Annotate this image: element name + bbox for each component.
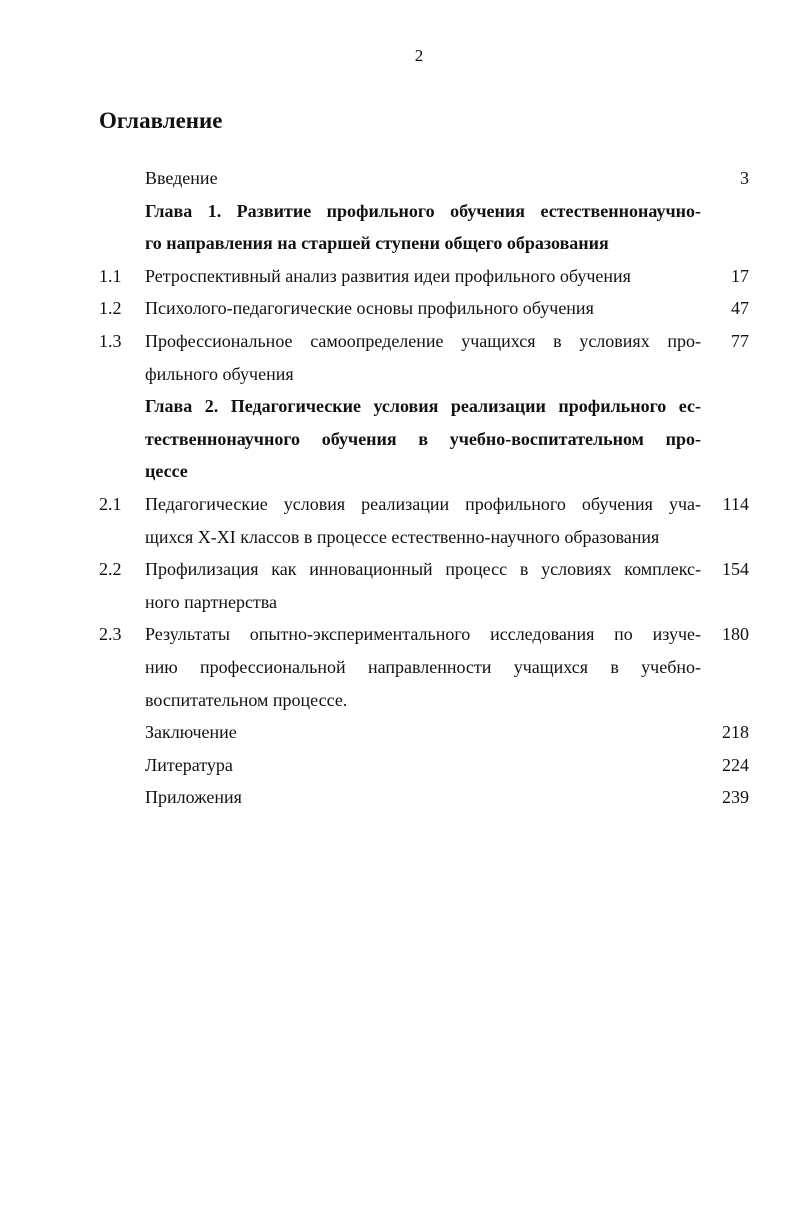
toc-entry-page (701, 195, 749, 260)
toc-entry-line: Педагогические условия реализации профильного обучения уча- (145, 493, 701, 514)
toc-entry-line: Литература (145, 754, 233, 775)
toc-entry-page: 239 (722, 787, 749, 808)
toc-entry-text (145, 195, 701, 260)
toc-entry-line: щихся X-XI классов в процессе естественно-научного образования (145, 526, 660, 547)
toc-entry-number: 2.1 (99, 493, 122, 514)
toc-entry-text (145, 716, 701, 749)
toc-entry-page: 17 (731, 265, 749, 286)
toc-entry-line: воспитательном процессе. (145, 689, 348, 710)
toc-entry-number (99, 390, 145, 488)
toc-entry (99, 716, 749, 749)
toc-entry-number (99, 716, 145, 749)
toc-entry-page: 154 (722, 559, 749, 580)
toc-entry-page: 218 (722, 722, 749, 743)
toc-entry-line: Приложения (145, 787, 242, 808)
page-number: 2 (414, 46, 424, 65)
toc-entry-number: 1.1 (99, 265, 122, 286)
toc-entry-number (99, 195, 145, 260)
toc-entry-text (145, 260, 701, 293)
toc-entry-line: цессе (145, 461, 188, 482)
toc-entry-page: 224 (722, 754, 749, 775)
toc-entry (99, 749, 749, 782)
toc-entry-text (145, 292, 701, 325)
table-of-contents (99, 162, 749, 814)
toc-entry-line: Профилизация как инновационный процесс в условиях комплекс- (145, 559, 701, 580)
toc-title: Оглавление (99, 108, 223, 133)
toc-entry-line: Глава 1. Развитие профильного обучения естественнонаучно- (145, 200, 701, 221)
toc-entry-line: ного партнерства (145, 591, 278, 612)
toc-entry-number: 1.3 (99, 330, 122, 351)
toc-entry-line: Введение (145, 168, 218, 188)
toc-entry-page: 180 (722, 624, 749, 645)
toc-entry (99, 260, 749, 293)
toc-entry-text (145, 488, 701, 553)
toc-chapter-entry (99, 390, 749, 488)
toc-entry-text (145, 618, 701, 716)
toc-entry (99, 325, 749, 390)
toc-entry (99, 781, 749, 814)
toc-entry-page: 114 (722, 493, 749, 514)
toc-entry-number (99, 781, 145, 814)
toc-entry-number: 1.2 (99, 298, 122, 319)
toc-entry-page (701, 390, 749, 488)
toc-entry-text (145, 390, 701, 488)
toc-entry-number (99, 749, 145, 782)
toc-entry-number: 2.2 (99, 559, 122, 580)
toc-chapter-entry (99, 195, 749, 260)
toc-entry (99, 488, 749, 553)
toc-entry-line: Ретроспективный анализ развития идеи профильного обучения (145, 265, 631, 286)
toc-entry (99, 553, 749, 618)
toc-entry-line: тественнонаучного обучения в учебно-воспитательном про- (145, 428, 701, 449)
toc-entry-page: 77 (731, 330, 749, 351)
toc-entry-line: го направления на старшей ступени общего образования (145, 233, 609, 254)
toc-entry-page: 3 (740, 168, 749, 188)
toc-entry (99, 618, 749, 716)
toc-entry-text (145, 162, 701, 195)
toc-entry-line: фильного обучения (145, 363, 294, 384)
toc-entry-line: Заключение (145, 722, 237, 743)
toc-entry (99, 162, 749, 195)
toc-entry-text (145, 553, 701, 618)
toc-entry-line: Профессиональное самоопределение учащихся в условиях про- (145, 330, 701, 351)
toc-entry-text (145, 781, 701, 814)
toc-entry-text (145, 749, 701, 782)
toc-entry-line: Результаты опытно-экспериментального исследования по изуче- (145, 624, 701, 645)
toc-entry-number (99, 162, 145, 195)
toc-entry-line: Глава 2. Педагогические условия реализации профильного ес- (145, 396, 701, 417)
toc-entry-number: 2.3 (99, 624, 122, 645)
toc-entry-line: Психолого-педагогические основы профильного обучения (145, 298, 594, 319)
toc-entry-page: 47 (731, 298, 749, 319)
toc-entry-text (145, 325, 701, 390)
toc-entry-line: нию профессиональной направленности учащихся в учебно- (145, 656, 701, 677)
toc-entry (99, 292, 749, 325)
